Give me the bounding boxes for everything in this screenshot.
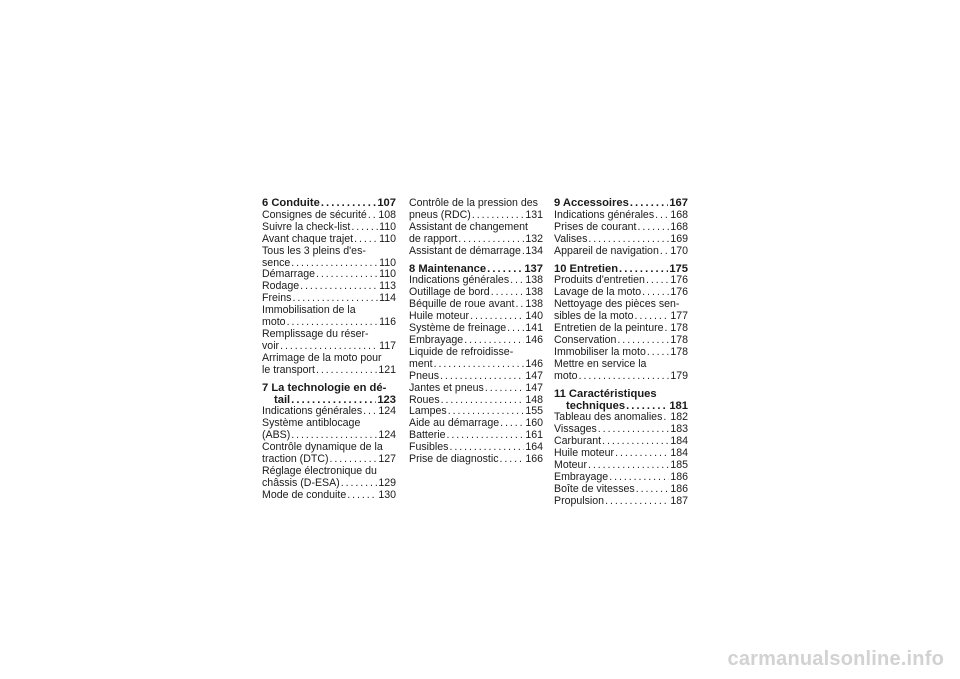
page-number: 146 <box>525 333 543 346</box>
dot-leader <box>316 269 378 281</box>
page-number: 116 <box>379 316 396 329</box>
toc-entry-title: châssis (D-ESA) <box>262 476 340 489</box>
toc-entry-remplissage-du-reser-voir[interactable] <box>262 329 396 353</box>
toc-entry-title: 9 Accessoires <box>554 197 629 209</box>
page-number: 183 <box>670 423 688 436</box>
toc-entry-nettoyage-des-pieces-sen-sibles-de-la-moto[interactable] <box>554 299 688 323</box>
toc-entry-title: le transport <box>262 363 315 376</box>
dot-leader <box>663 412 669 424</box>
dot-leader <box>579 371 670 383</box>
page-number: 123 <box>377 393 396 406</box>
toc-column-2 <box>409 198 543 466</box>
page-number: 178 <box>670 333 688 346</box>
dot-leader <box>507 323 524 335</box>
page-number: 184 <box>670 447 688 460</box>
toc-entry-title: Roues <box>409 393 440 406</box>
toc-entry-avant-chaque-trajet[interactable] <box>262 234 396 246</box>
page-number: 131 <box>525 208 543 221</box>
toc-entry-prise-de-diagnostic[interactable] <box>409 454 543 466</box>
toc-entry-text-line: Tous les 3 pleins d'es- <box>262 244 366 257</box>
toc-entry-jantes-et-pneus[interactable] <box>409 383 543 395</box>
toc-entry-title: Produits d'entretien <box>554 274 645 287</box>
page-number: 129 <box>378 476 396 489</box>
toc-entry-title: Appareil de navigation <box>554 244 659 257</box>
toc-entry-text-line: Contrôle de la pression des <box>409 197 538 209</box>
page-number: 124 <box>378 405 396 418</box>
page-number: 137 <box>524 262 543 275</box>
toc-entry-title: Aide au démarrage <box>409 417 500 430</box>
toc-entry-title: Jantes et pneus <box>409 381 484 394</box>
page-number: 181 <box>669 399 688 412</box>
page-number: 186 <box>670 470 688 483</box>
toc-entry-assistant-de-demarrage[interactable] <box>409 246 543 258</box>
page-number: 185 <box>670 459 688 472</box>
page-number: 117 <box>379 339 396 352</box>
dot-leader <box>458 234 524 246</box>
toc-entry-arrimage-de-la-moto-pour-le-transport[interactable] <box>262 353 396 377</box>
toc-entry-mode-de-conduite[interactable] <box>262 490 396 502</box>
page-number: 124 <box>378 429 396 442</box>
page-number: 140 <box>525 310 543 323</box>
toc-entry-title: traction (DTC) <box>262 453 329 466</box>
dot-leader <box>485 383 525 395</box>
toc-entry-text-line: Réglage électronique du <box>262 464 377 477</box>
dot-leader <box>341 478 378 490</box>
toc-entry-propulsion[interactable] <box>554 496 688 508</box>
dot-leader <box>500 454 525 466</box>
page-number: 127 <box>378 453 396 466</box>
page-number: 148 <box>525 393 543 406</box>
toc-entry-title: moto <box>262 316 286 329</box>
toc-entry-valises[interactable] <box>554 234 688 246</box>
toc-entry-title: Béquille de roue avant <box>409 298 515 311</box>
toc-entry-boite-de-vitesses[interactable] <box>554 484 688 496</box>
toc-entry-title: Rodage <box>262 280 300 293</box>
toc-entry-tous-les-3-pleins-d-es-sence[interactable] <box>262 246 396 270</box>
toc-entry-title: Démarrage <box>262 268 315 281</box>
page-number: 110 <box>379 220 396 233</box>
toc-entry-title: Propulsion <box>554 494 605 507</box>
page-number: 169 <box>670 232 688 245</box>
page-number: 187 <box>670 494 688 507</box>
toc-entry-title: Huile moteur <box>554 447 615 460</box>
toc-entry-pneus[interactable] <box>409 371 543 383</box>
toc-entry-immobiliser-la-moto[interactable] <box>554 347 688 359</box>
page-number: 138 <box>525 286 543 299</box>
toc-entry-title: ment <box>409 357 433 370</box>
toc-entry-title: Lampes <box>409 405 447 418</box>
dot-leader <box>347 490 377 502</box>
toc-entry-title: Huile moteur <box>409 310 470 323</box>
dot-leader <box>300 281 378 293</box>
toc-entry-title: 10 Entretien <box>554 262 619 275</box>
dot-leader <box>665 323 670 335</box>
page-number: 175 <box>669 262 688 275</box>
toc-entry-title: Lavage de la moto <box>554 286 642 299</box>
toc-entry-title: Moteur <box>554 459 587 472</box>
toc-entry-assistant-de-changement-de-rapport[interactable] <box>409 222 543 246</box>
dot-leader <box>440 371 524 383</box>
toc-entry-title: Embrayage <box>409 333 464 346</box>
dot-leader <box>646 275 669 287</box>
toc-entry-title: tail <box>274 393 291 406</box>
toc-entry-title: pneus (RDC) <box>409 208 471 221</box>
page-number: 168 <box>670 208 688 221</box>
toc-entry-title: Mode de conduite <box>262 488 347 501</box>
dot-leader <box>605 496 669 508</box>
dot-leader <box>354 234 378 246</box>
toc-entry-title: Entretien de la peinture <box>554 322 664 335</box>
toc-entry-title: Prises de courant <box>554 220 637 233</box>
toc-entry-text-line: Mettre en service la <box>554 357 647 370</box>
dot-leader <box>647 347 669 359</box>
toc-chapter-11-caracteristiques-techniques[interactable] <box>554 389 688 413</box>
page-number: 134 <box>525 244 543 257</box>
page-number: 160 <box>525 417 543 430</box>
toc-entry-text-line: 11 Caractéristiques <box>554 387 657 400</box>
page-number: 179 <box>670 369 688 382</box>
toc-entry-controle-de-la-pression-des-pneus-rdc[interactable] <box>409 198 543 222</box>
toc-entry-title: Indications générales <box>409 274 510 287</box>
dot-leader <box>316 365 377 377</box>
page-number: 176 <box>670 286 688 299</box>
toc-entry-title: Conservation <box>554 333 617 346</box>
page-number: 146 <box>525 357 543 370</box>
toc-entry-controle-dynamique-de-la-traction-dtc[interactable] <box>262 442 396 466</box>
toc-entry-title: sence <box>262 256 291 269</box>
page-number: 138 <box>525 274 543 287</box>
dot-leader <box>441 395 525 407</box>
toc-entry-title: moto <box>554 369 578 382</box>
toc-entry-title: Tableau des anomalies <box>554 411 663 424</box>
page-number: 178 <box>670 322 688 335</box>
toc-entry-systeme-antiblocage-abs[interactable] <box>262 418 396 442</box>
toc-entry-title: Pneus <box>409 369 440 382</box>
dot-leader <box>615 448 669 460</box>
page-number: 161 <box>525 429 543 442</box>
toc-column-1 <box>262 198 396 502</box>
toc-entry-title: Consignes de sécurité <box>262 208 367 221</box>
toc-entry-title: 8 Maintenance <box>409 262 487 275</box>
page-number: 121 <box>378 363 396 376</box>
page-number: 107 <box>377 197 396 209</box>
dot-leader <box>636 484 670 496</box>
page-number: 184 <box>670 435 688 448</box>
page-number: 177 <box>670 310 688 323</box>
toc-entry-text-line: Assistant de changement <box>409 220 528 233</box>
toc-entry-title: Vissages <box>554 423 597 436</box>
page-number: 114 <box>379 292 396 305</box>
dot-leader <box>660 246 669 258</box>
page-number: 168 <box>670 220 688 233</box>
toc-entry-suivre-la-check-list[interactable] <box>262 222 396 234</box>
page-number: 141 <box>525 322 543 335</box>
toc-entry-title: de rapport <box>409 232 458 245</box>
page-number: 110 <box>379 256 396 269</box>
toc-entry-title: (ABS) <box>262 429 291 442</box>
toc-chapter-7-la-technologie-en-de-tail[interactable] <box>262 383 396 407</box>
toc-entry-title: sibles de la moto <box>554 310 634 323</box>
page-number: 176 <box>670 274 688 287</box>
site-watermark: carmanualsonline.info <box>727 648 944 670</box>
dot-leader <box>637 222 669 234</box>
dot-leader <box>515 299 524 311</box>
page-number: 178 <box>670 345 688 358</box>
toc-entry-title: Embrayage <box>554 470 609 483</box>
dot-leader <box>510 275 524 287</box>
page-number: 110 <box>379 268 396 281</box>
page-number: 182 <box>670 411 688 424</box>
dot-leader <box>351 222 378 234</box>
dot-leader <box>588 234 669 246</box>
page-number: 132 <box>525 232 543 245</box>
toc-entry-liquide-de-refroidisse-ment[interactable] <box>409 347 543 371</box>
toc-entry-title: 6 Conduite <box>262 197 320 209</box>
toc-entry-title: Assistant de démarrage <box>409 244 521 257</box>
dot-leader <box>655 210 669 222</box>
toc-entry-title: voir <box>262 339 280 352</box>
toc-entry-text-line: Arrimage de la moto pour <box>262 351 382 364</box>
dot-leader <box>363 406 377 418</box>
toc-entry-title: Immobiliser la moto <box>554 345 646 358</box>
toc-column-3 <box>554 198 688 508</box>
toc-entry-title: Avant chaque trajet <box>262 232 354 245</box>
dot-leader <box>522 246 524 258</box>
page-number: 167 <box>669 197 688 209</box>
page-number: 130 <box>378 488 396 501</box>
toc-entry-title: techniques <box>566 399 626 412</box>
page-number: 155 <box>525 405 543 418</box>
toc-entry-title: Prise de diagnostic <box>409 453 499 466</box>
toc-entry-text-line: Liquide de refroidisse- <box>409 345 514 358</box>
toc-entry-title: Batterie <box>409 429 446 442</box>
dot-leader <box>500 418 524 430</box>
toc-entry-title: Système de freinage <box>409 322 507 335</box>
page-number: 110 <box>379 232 396 245</box>
dot-leader <box>447 430 525 442</box>
toc-entry-title: Carburant <box>554 435 602 448</box>
toc-entry-text-line: Contrôle dynamique de la <box>262 441 383 454</box>
dot-leader <box>434 359 525 371</box>
page-number: 186 <box>670 482 688 495</box>
toc-entry-text-line: 7 La technologie en dé- <box>262 381 387 394</box>
toc-entry-title: Outillage de bord <box>409 286 490 299</box>
toc-entry-text-line: Système antiblocage <box>262 417 361 430</box>
toc-entry-title: Freins <box>262 292 292 305</box>
toc-entry-immobilisation-de-la-moto[interactable] <box>262 305 396 329</box>
toc-entry-title: Indications générales <box>262 405 363 418</box>
toc-entry-title: Valises <box>554 232 588 245</box>
page-number: 164 <box>525 441 543 454</box>
page-number: 108 <box>378 208 396 221</box>
page-number: 147 <box>525 381 543 394</box>
dot-leader <box>280 341 378 353</box>
toc-entry-appareil-de-navigation[interactable] <box>554 246 688 258</box>
page-number: 113 <box>379 280 396 293</box>
toc-entry-title: Fusibles <box>409 441 449 454</box>
toc-entry-reglage-electronique-du-chassis-d-esa[interactable] <box>262 466 396 490</box>
dot-leader <box>598 424 670 436</box>
toc-entry-title: Indications générales <box>554 208 655 221</box>
toc-entry-mettre-en-service-la-moto[interactable] <box>554 359 688 383</box>
dot-leader <box>368 210 377 222</box>
page-number: 147 <box>525 369 543 382</box>
toc-entry-title: Suivre la check-list <box>262 220 351 233</box>
page-number: 166 <box>525 453 543 466</box>
toc-entry-title: Boîte de vitesses <box>554 482 635 495</box>
toc-entry-text-line: Remplissage du réser- <box>262 327 369 340</box>
toc-entry-prises-de-courant[interactable] <box>554 222 688 234</box>
toc-entry-text-line: Nettoyage des pièces sen- <box>554 298 680 311</box>
page-number: 170 <box>670 244 688 257</box>
toc-entry-text-line: Immobilisation de la <box>262 304 356 317</box>
page-number: 138 <box>525 298 543 311</box>
